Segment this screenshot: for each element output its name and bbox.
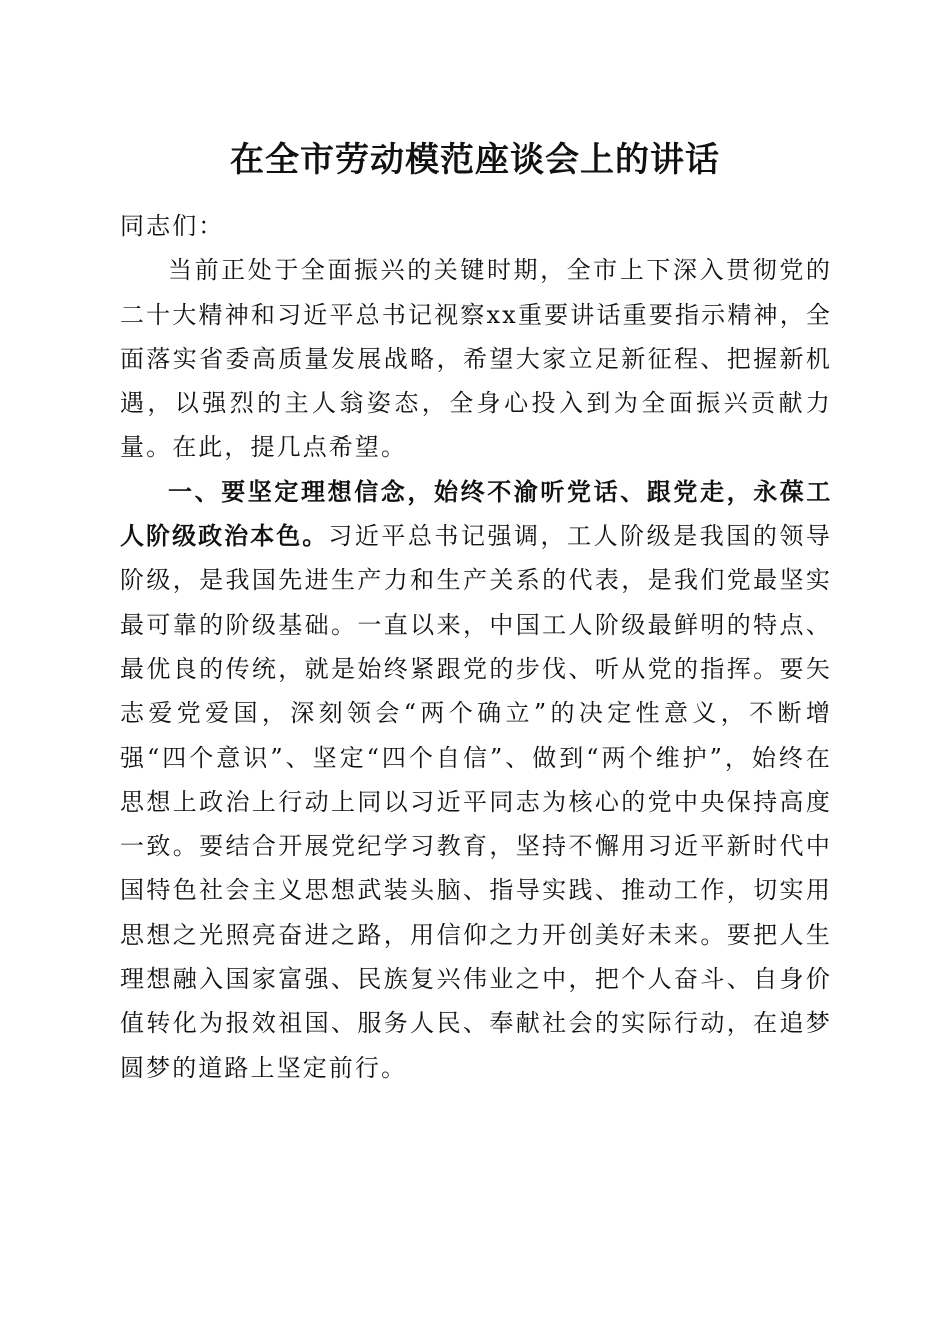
section-1-heading: 一、要坚定理想信念，始终不渝听党话、跟党走，永葆工人阶级政治本色。 xyxy=(120,477,832,551)
intro-paragraph: 当前正处于全面振兴的关键时期，全市上下深入贯彻党的二十大精神和习近平总书记视察xx重要讲话重要指示精神，全面落实省委高质量发展战略，希望大家立足新征程、把握新机遇，以强烈的主人翁姿态，全身心投入到为全面振兴贡献力量。在此，提几点希望。 xyxy=(120,256,832,462)
document-body xyxy=(120,204,832,1090)
salutation: 同志们： xyxy=(120,212,225,240)
document-title: 在全市劳动模范座谈会上的讲话 xyxy=(230,140,720,180)
section-1-paragraph xyxy=(120,470,832,1090)
section-1-body: 习近平总书记强调，工人阶级是我国的领导阶级，是我国先进生产力和生产关系的代表，是我们党最坚实最可靠的阶级基础。一直以来，中国工人阶级最鲜明的特点、最优良的传统，就是始终紧跟党的步伐、听从党的指挥。要矢志爱党爱国，深刻领会“两个确立”的决定性意义，不断增强“四个意识”、坚定“四个自信”、做到“两个维护”，始终在思想上政治上行动上同以习近平同志为核心的党中央保持高度一致。要结合开展党纪学习教育，坚持不懈用习近平新时代中国特色社会主义思想武装头脑、指导实践、推动工作，切实用思想之光照亮奋进之路，用信仰之力开创美好未来。要把人生理想融入国家富强、民族复兴伟业之中，把个人奋斗、自身价值转化为报效祖国、服务人民、奉献社会的实际行动，在追梦圆梦的道路上坚定前行。 xyxy=(120,522,832,1082)
